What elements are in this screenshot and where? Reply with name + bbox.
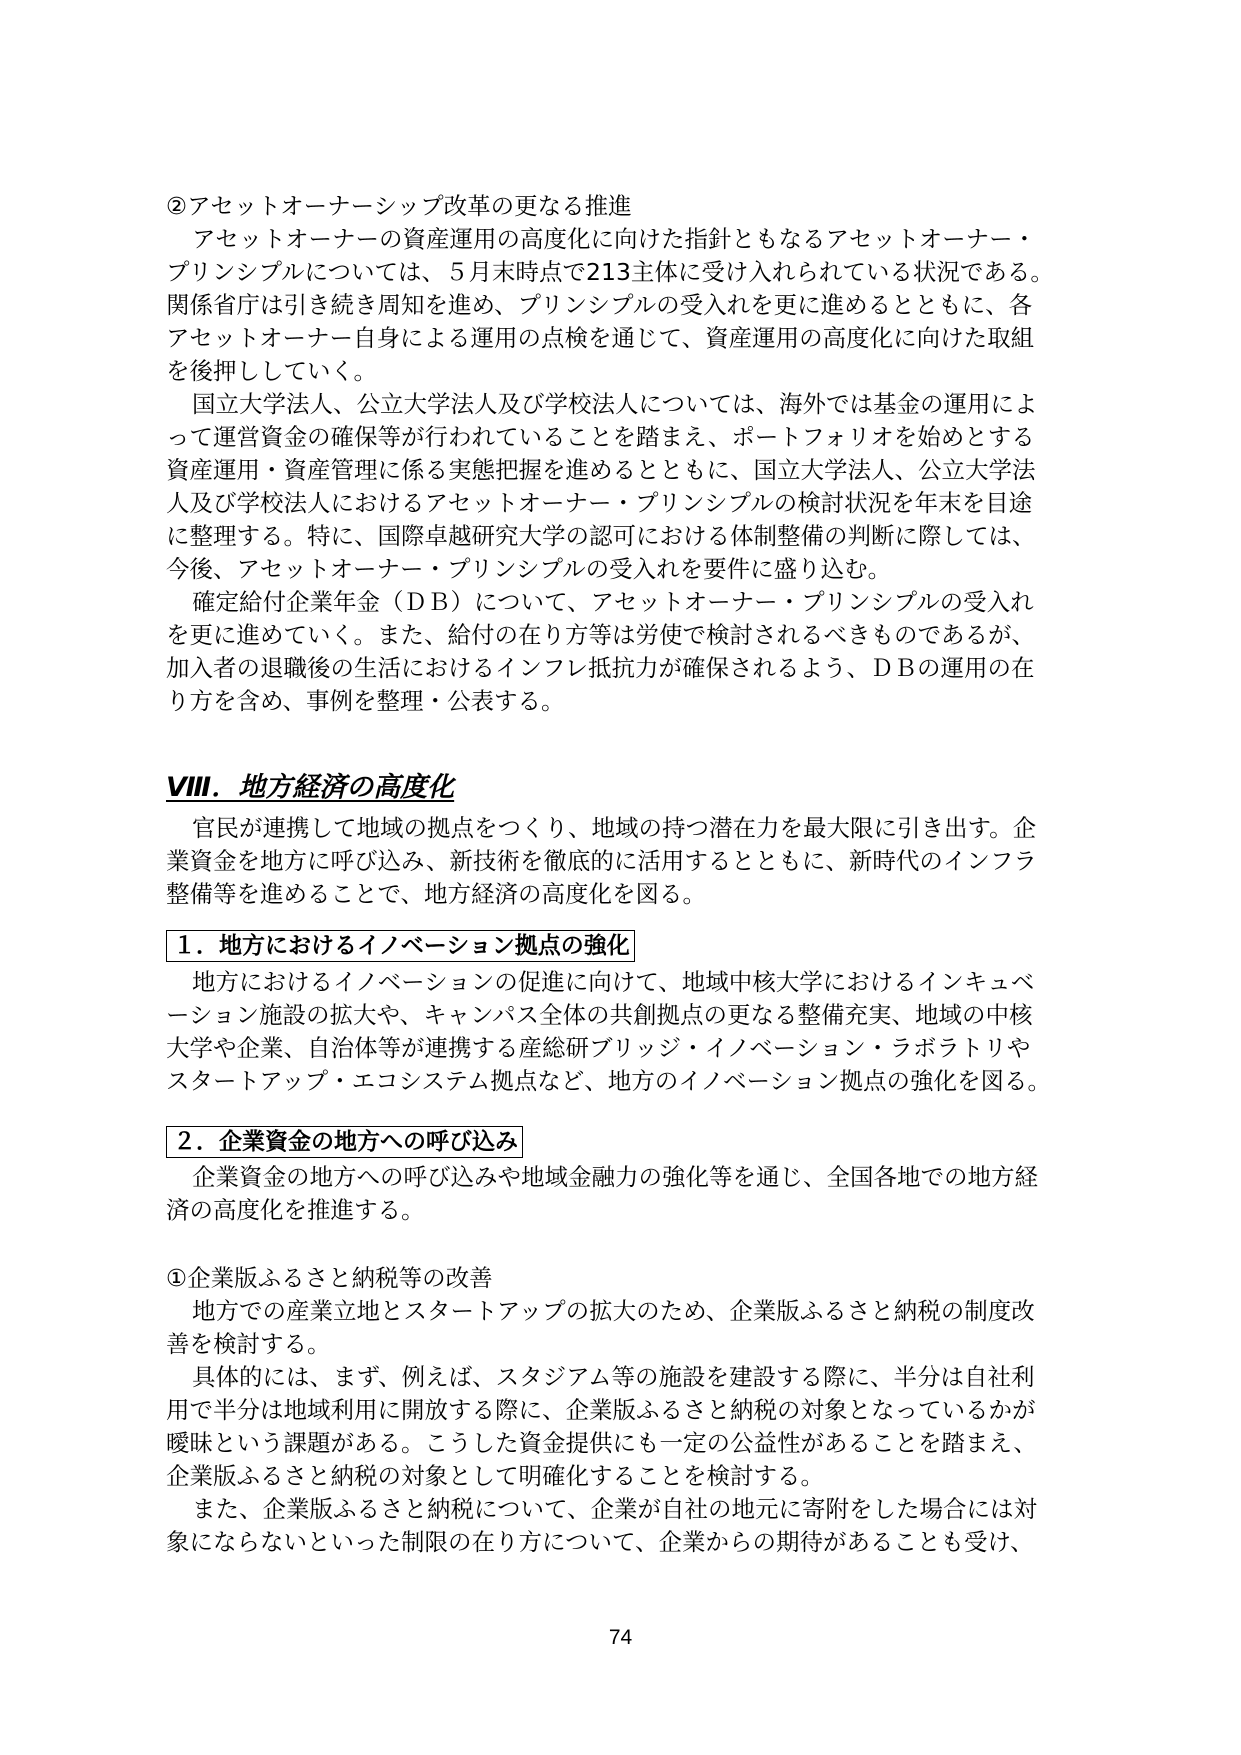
subsection-heading-1: １．地方におけるイノベーション拠点の強化 — [166, 930, 635, 962]
paragraph-line: 善を検討する。 — [166, 1330, 331, 1358]
paragraph-line: 済の高度化を推進する。 — [166, 1196, 425, 1224]
paragraph-line: 国立大学法人、公立大学法人及び学校法人については、海外では基金の運用によ — [192, 390, 1038, 418]
paragraph-line: 企業版ふるさと納税の対象として明確化することを検討する。 — [166, 1462, 824, 1490]
paragraph-line: 大学や企業、自治体等が連携する産総研ブリッジ・イノベーション・ラボラトリや — [166, 1034, 1031, 1062]
paragraph-line: アセットオーナー自身による運用の点検を通じて、資産運用の高度化に向けた取組 — [166, 324, 1035, 352]
paragraph-line: を後押ししていく。 — [166, 357, 378, 385]
paragraph-line: 資産運用・資産管理に係る実態把握を進めるとともに、国立大学法人、公立大学法 — [166, 456, 1036, 484]
page-number: 74 — [608, 1626, 633, 1649]
paragraph-line: 今後、アセットオーナー・プリンシプルの受入れを要件に盛り込む。 — [166, 555, 892, 583]
chapter-title: Ⅷ．地方経済の高度化 — [166, 772, 455, 803]
paragraph-line: アセットオーナーの資産運用の高度化に向けた指針ともなるアセットオーナー・ — [192, 225, 1037, 253]
paragraph-line: プリンシプルについては、５月末時点で213主体に受け入れられている状況である。 — [166, 258, 1054, 286]
paragraph-line: 企業資金の地方への呼び込みや地域金融力の強化等を通じ、全国各地での地方経 — [192, 1163, 1038, 1191]
paragraph-line: に整理する。特に、国際卓越研究大学の認可における体制整備の判断に際しては、 — [166, 522, 1036, 550]
section-heading: ①企業版ふるさと納税等の改善 — [166, 1264, 493, 1292]
paragraph-line: 業資金を地方に呼び込み、新技術を徹底的に活用するとともに、新時代のインフラ — [166, 847, 1037, 875]
subsection-heading-2: ２．企業資金の地方への呼び込み — [166, 1126, 523, 1158]
paragraph-line: 具体的には、まず、例えば、スタジアム等の施設を建設する際に、半分は自社利 — [192, 1363, 1035, 1391]
paragraph-line: 官民が連携して地域の拠点をつくり、地域の持つ潜在力を最大限に引き出す。企 — [192, 814, 1037, 842]
paragraph-line: り方を含め、事例を整理・公表する。 — [166, 687, 565, 715]
paragraph-line: 地方での産業立地とスタートアップの拡大のため、企業版ふるさと納税の制度改 — [192, 1297, 1035, 1325]
paragraph-line: 象にならないといった制限の在り方について、企業からの期待があることも受け、 — [166, 1528, 1034, 1556]
section-heading: ②アセットオーナーシップ改革の更なる推進 — [166, 192, 632, 220]
paragraph-line: を更に進めていく。また、給付の在り方等は労使で検討されるべきものであるが、 — [166, 621, 1036, 649]
paragraph-line: って運営資金の確保等が行われていることを踏まえ、ポートフォリオを始めとする — [166, 423, 1035, 451]
paragraph-line: また、企業版ふるさと納税について、企業が自社の地元に寄附をした場合には対 — [192, 1495, 1038, 1523]
paragraph-line: 関係省庁は引き続き周知を進め、プリンシプルの受入れを更に進めるとともに、各 — [166, 291, 1033, 319]
paragraph-line: 確定給付企業年金（ＤＢ）について、アセットオーナー・プリンシプルの受入れ — [192, 588, 1034, 616]
paragraph-line: 曖昧という課題がある。こうした資金提供にも一定の公益性があることを踏まえ、 — [166, 1429, 1037, 1457]
paragraph-line: スタートアップ・エコシステム拠点など、地方のイノベーション拠点の強化を図る。 — [166, 1067, 1052, 1095]
paragraph-line: 用で半分は地域利用に開放する際に、企業版ふるさと納税の対象となっているかが — [166, 1396, 1036, 1424]
paragraph-line: ーション施設の拡大や、キャンパス全体の共創拠点の更なる整備充実、地域の中核 — [166, 1001, 1033, 1029]
paragraph-line: 加入者の退職後の生活におけるインフレ抵抗力が確保されるよう、ＤＢの運用の在 — [166, 654, 1035, 682]
paragraph-line: 人及び学校法人におけるアセットオーナー・プリンシプルの検討状況を年末を目途 — [166, 489, 1033, 517]
paragraph-line: 地方におけるイノベーションの促進に向けて、地域中核大学におけるインキュベ — [192, 968, 1035, 996]
paragraph-line: 整備等を進めることで、地方経済の高度化を図る。 — [166, 880, 707, 908]
